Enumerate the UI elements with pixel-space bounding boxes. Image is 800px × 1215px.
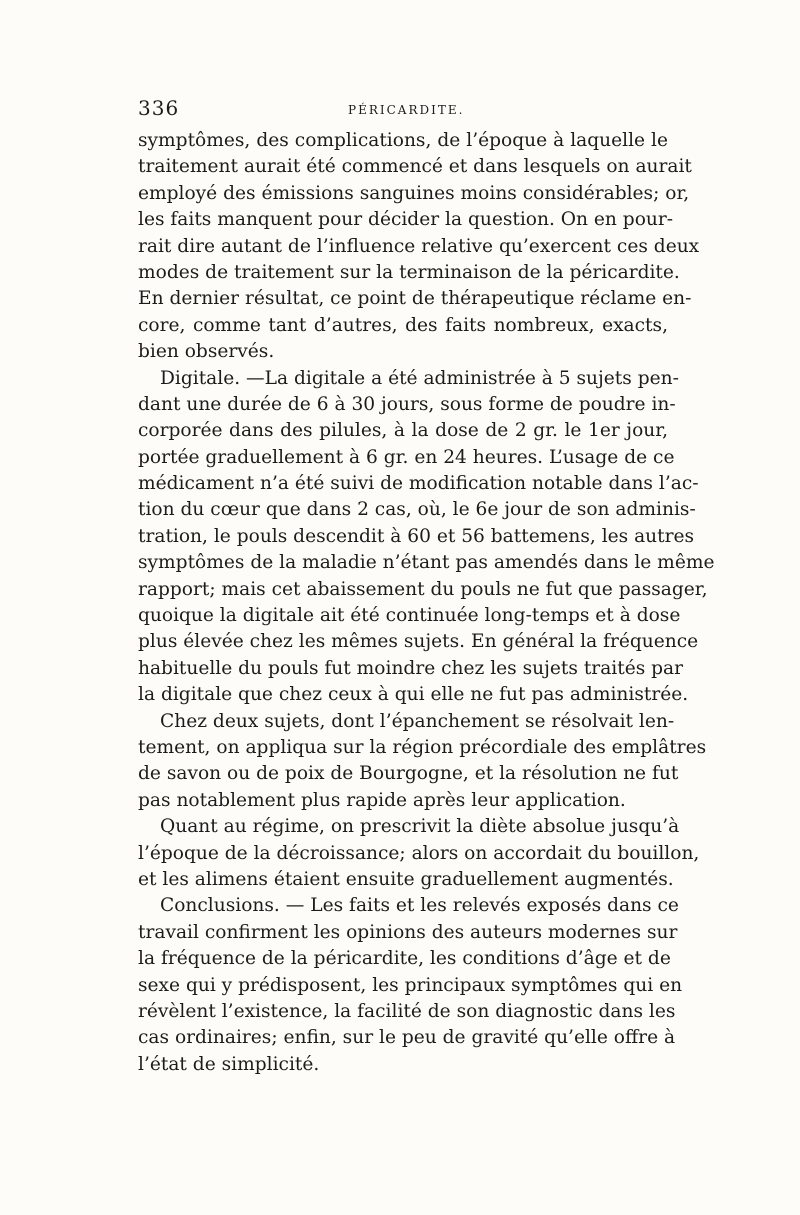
text-line: quoique la digitale ait été continuée long-temps et à dose [138,605,681,627]
text-line: dant une durée de 6 à 30 jours, sous forme de poudre in- [138,393,676,415]
page-number: 336 [138,96,180,120]
text-line: et les alimens étaient ensuite graduellement augmentés. [138,868,674,890]
text-line: la digitale que chez ceux à qui elle ne fut pas administrée. [138,684,689,706]
text-line: de savon ou de poix de Bourgogne, et la résolution ne fut [138,763,679,785]
text-line: médicament n’a été suivi de modification notable dans l’ac- [138,473,699,495]
page-header [138,96,668,126]
text-line: les faits manquent pour décider la question. On en pour- [138,209,674,231]
body-text [138,128,715,1078]
text-line: l’époque de la décroissance; alors on accordait du bouillon, [138,842,700,864]
text-line: plus élevée chez les mêmes sujets. En général la fréquence [138,631,699,653]
text-line: portée graduellement à 6 gr. en 24 heures. L’usage de ce [138,446,675,468]
text-line: En dernier résultat, ce point de thérapeutique réclame en- [138,288,692,310]
text-line: rait dire autant de l’influence relative qu’exercent ces deux [138,235,700,257]
text-line: cas ordinaires; enfin, sur le peu de gravité qu’elle offre à [138,1027,676,1049]
text-line: symptômes de la maladie n’étant pas amendés dans le même [138,552,715,574]
text-line: tion du cœur que dans 2 cas, où, le 6e jour de son adminis- [138,499,696,521]
text-line: travail confirment les opinions des auteurs modernes sur [138,921,678,943]
text-line: habituelle du pouls fut moindre chez les sujets traités par [138,657,684,679]
text-line: Digitale. —La digitale a été administrée à 5 sujets pen- [160,367,679,389]
text-line: corporée dans des pilules, à la dose de 2 gr. le 1er jour, [138,420,668,442]
text-line: Quant au régime, on prescrivit la diète absolue jusqu’à [160,816,680,838]
text-line: pas notablement plus rapide après leur application. [138,789,626,811]
text-line: employé des émissions sanguines moins considérables; or, [138,182,690,204]
text-line: la fréquence de la péricardite, les conditions d’âge et de [138,948,671,970]
text-line: modes de traitement sur la terminaison de la péricardite. [138,261,680,283]
text-line: core, comme tant d’autres, des faits nombreux, exacts, [138,314,668,336]
text-line: tration, le pouls descendit à 60 et 56 battemens, les autres [138,525,695,547]
text-line: traitement aurait été commencé et dans lesquels on aurait [138,156,692,178]
text-line: sexe qui y prédisposent, les principaux symptômes qui en [138,974,683,996]
running-title: PÉRICARDITE. [348,103,465,117]
text-line: Chez deux sujets, dont l’épanchement se résolvait len- [160,710,675,732]
text-line: rapport; mais cet abaissement du pouls ne fut que passager, [138,578,708,600]
text-line: symptômes, des complications, de l’époque à laquelle le [138,130,668,151]
text-line: révèlent l’existence, la facilité de son diagnostic dans les [138,1000,676,1022]
text-line: tement, on appliqua sur la région précordiale des emplâtres [138,736,707,758]
text-line: Conclusions. — Les faits et les relevés exposés dans ce [160,895,679,917]
text-line: bien observés. [138,341,275,363]
text-line: l’état de simplicité. [138,1053,320,1075]
